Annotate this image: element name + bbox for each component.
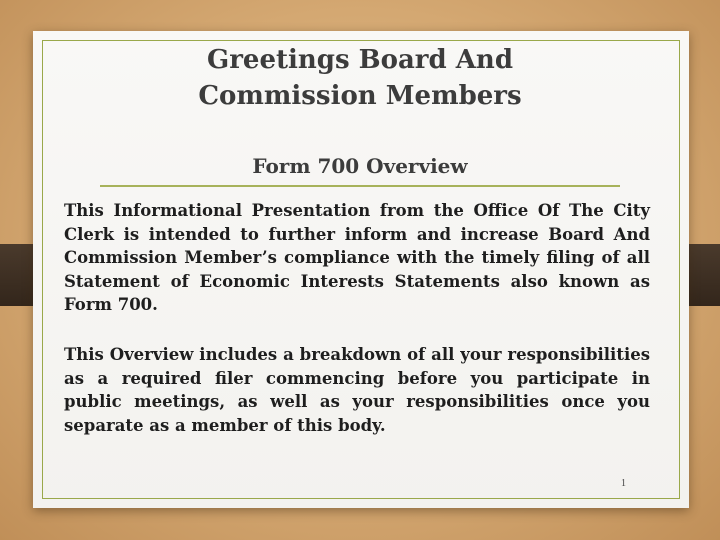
slide-title	[0, 42, 720, 114]
intro-paragraph: This Informational Presentation from the Office Of The City Clerk is intended to further inform and increase Board And Commission Member’s compliance with the timely filing of all Statement of Economic Interests Statements also known as Form 700.	[64, 201, 650, 314]
overview-paragraph: This Overview includes a breakdown of all your responsibilities as a required filer commencing before you participate in public meetings, as well as your responsibilities once you separate as a member of this body.	[64, 345, 650, 435]
slide-subtitle: Form 700 Overview	[252, 154, 468, 178]
title-divider	[100, 185, 620, 187]
title-line-2: Commission Members	[198, 81, 522, 111]
page-number: 1	[621, 478, 626, 489]
title-line-1: Greetings Board And	[207, 45, 513, 75]
